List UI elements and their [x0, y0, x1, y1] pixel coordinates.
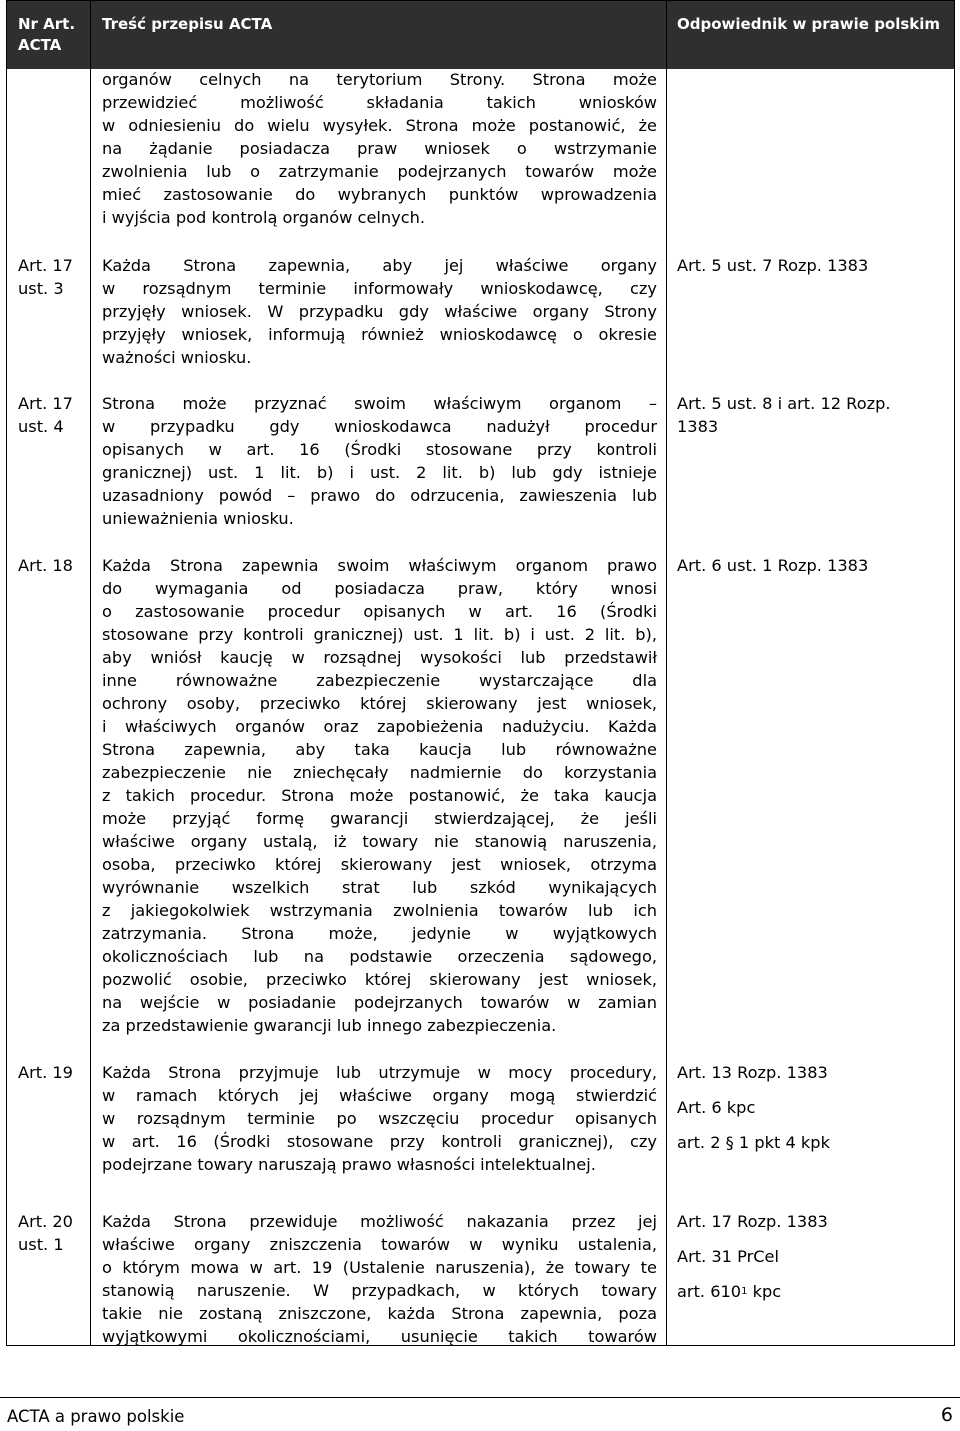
page-number: 6	[940, 1404, 953, 1426]
header-col-text: Treść przepisu ACTA	[102, 14, 402, 35]
article-number: Art. 19	[18, 1063, 73, 1082]
footer-rule	[0, 1397, 960, 1398]
provision-text: Każda Strona zapewnia swoim właściwym organom prawo do wymagania od posiadacza praw, który wnosi o zastosowanie procedur opisanych w art. 16 (Środki stosowane przy kontroli granicznej) ust. 1 lit. b) i ust. 2 lit. b), aby wniósł kaucję w rozsądnej wysokości lub przedstawił inne równoważne zabezpieczenie wystarczające dla ochrony osoby, przeciwko której skierowany jest wniosek, i właściwych organów oraz zapobieżenia nadużyciu. Każda Strona zapewnia, aby taka kaucja lub równoważne zabezpieczenie nie zniechęcały nadmiernie do korzystania z takich procedur. Strona może postanowić, że taka kaucja może przyjąć formę gwarancji stwierdzającej, że jeśli właściwe organy ustalą, iż towary nie stanowią naruszenia, osoba, przeciwko której skierowany jest wniosek, otrzyma wyrównanie wszelkich strat lub szkód wynikających z jakiegokolwiek wstrzymania zwolnienia towarów lub ich zatrzymania. Strona może, jedynie w wyjątkowych okolicznościach lub na podstawie orzeczenia sądowego, pozwolić osobie, przeciwko której skierowany jest wniosek, na wejście w posiadanie podejrzanych towarów w zamian za przedstawienie gwarancji lub innego zabezpieczenia.	[102, 556, 657, 1035]
polish-law-reference: Art. 5 ust. 7 Rozp. 1383	[677, 256, 869, 275]
header-col-polish: Odpowiednik w prawie polskim	[677, 14, 953, 35]
provisions-table	[6, 0, 955, 1346]
header-col-art: Nr Art. ACTA	[18, 14, 88, 56]
polish-law-reference: Art. 5 ust. 8 i art. 12 Rozp. 1383	[677, 394, 891, 436]
table-header	[7, 1, 954, 69]
polish-law-reference: Art. 17 Rozp. 1383 Art. 31 PrCel art. $610^1$ kpc	[677, 1212, 828, 1301]
column-divider	[90, 1, 91, 1345]
article-number: Art. 17 ust. 4	[18, 394, 73, 436]
polish-law-reference: Art. 6 ust. 1 Rozp. 1383	[677, 556, 869, 575]
article-number: Art. 17 ust. 3	[18, 256, 73, 298]
provision-text: organów celnych na terytorium Strony. Strona może przewidzieć możliwość składania takich wniosków w odniesieniu do wielu wysyłek. Strona może postanowić, że na żądanie posiadacza praw wniosek o wstrzymanie zwolnienia lub o zatrzymanie podejrzanych towarów może mieć zastosowanie do wybranych punktów wprowadzenia i wyjścia pod kontrolą organów celnych.	[102, 70, 657, 227]
polish-law-reference: Art. 13 Rozp. 1383 Art. 6 kpc art. 2 § 1 pkt 4 kpk	[677, 1063, 830, 1152]
article-number: Art. 20 ust. 1	[18, 1212, 73, 1254]
provision-text: Każda Strona przyjmuje lub utrzymuje w mocy procedury, w ramach których jej właściwe organy mogą stwierdzić w rozsądnym terminie po wszczęciu procedur opisanych w art. 16 (Środki stosowane przy kontroli granicznej), czy podejrzane towary naruszają prawo własności intelektualnej.	[102, 1063, 657, 1174]
provision-text: Każda Strona przewiduje możliwość nakazania przez jej właściwe organy zniszczenia towarów w wyniku ustalenia, o którym mowa w art. 19 (Ustalenie naruszenia), że towary te stanowią naruszenie. W przypadkach, w których towary takie nie zostaną zniszczone, każda Strona zapewnia, poza wyjątkowymi okolicznościami, usunięcie takich towarów	[102, 1212, 657, 1346]
column-divider	[666, 1, 667, 1345]
provision-text: Każda Strona zapewnia, aby jej właściwe organy w rozsądnym terminie informowały wnioskodawcę, czy przyjęły wniosek. W przypadku gdy właściwe organy Strony przyjęły wniosek, informują również wnioskodawcę o okresie ważności wniosku.	[102, 256, 657, 367]
article-number: Art. 18	[18, 556, 73, 575]
footer-title: ACTA a prawo polskie	[7, 1407, 185, 1426]
provision-text: Strona może przyznać swoim właściwym organom – w przypadku gdy wnioskodawca nadużył procedur opisanych w art. 16 (Środki stosowane przy kontroli granicznej) ust. 1 lit. b) i ust. 2 lit. b) lub gdy istnieje uzasadniony powód – prawo do odrzucenia, zawieszenia lub unieważnienia wniosku.	[102, 394, 657, 528]
